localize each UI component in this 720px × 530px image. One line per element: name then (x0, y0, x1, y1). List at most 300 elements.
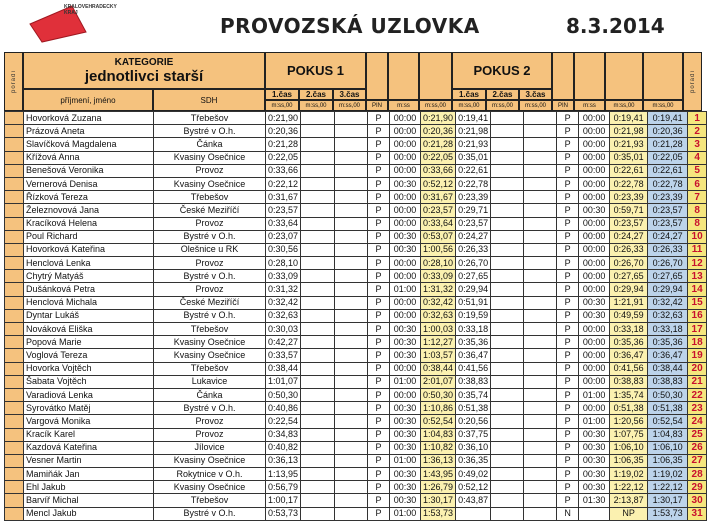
p2-cas1-label: 1.čas (458, 90, 480, 99)
p2-time1: 0:23,39 (456, 191, 491, 204)
p2-unit1-label: m:ss,00 (458, 102, 480, 109)
p1-unit3 (333, 100, 366, 111)
sdh-team: Bystré v O.h. (154, 125, 266, 138)
p1-pin: P (368, 296, 390, 309)
p2-total: 0:23,39 (610, 191, 648, 204)
p2-penalty: 00:00 (579, 112, 610, 125)
competitor-name: Hovorková Kateřina (24, 243, 154, 256)
table-row (5, 375, 707, 388)
p2-total: 1:19,02 (610, 468, 648, 481)
p2-unit2-label: m:ss,00 (491, 102, 513, 109)
p2-penalty: 00:30 (579, 481, 610, 494)
p1-pin: P (368, 151, 390, 164)
p1-penalty: 00:00 (390, 151, 421, 164)
p1-pin: P (368, 309, 390, 322)
competitor-name: Prázová Aneta (24, 125, 154, 138)
p2-total: 0:33,18 (610, 323, 648, 336)
p2-time3 (524, 309, 557, 322)
p2-unit3 (519, 100, 552, 111)
row-spacer-left (5, 112, 24, 125)
p2-penalty: 00:30 (579, 309, 610, 322)
p2-time1: 0:27,65 (456, 270, 491, 283)
p1-cas3-header (333, 89, 366, 100)
p1-total: 0:32,42 (421, 296, 456, 309)
p1-penalty: 00:30 (390, 428, 421, 441)
p1-pin: P (368, 283, 390, 296)
p1-pin: P (368, 441, 390, 454)
p2-penalty-unit (574, 100, 605, 111)
p2-time1: 0:35,36 (456, 336, 491, 349)
p2-time3 (524, 270, 557, 283)
final-result: 0:23,57 (648, 217, 688, 230)
p1-total: 0:38,44 (421, 362, 456, 375)
final-position: 2 (688, 125, 707, 138)
final-position: 13 (688, 270, 707, 283)
p1-total: 0:52,54 (421, 415, 456, 428)
p2-time3 (524, 217, 557, 230)
pokus2-label: POKUS 2 (473, 63, 531, 78)
p1-total: 0:33,64 (421, 217, 456, 230)
table-row (5, 230, 707, 243)
p1-total: 1:00,03 (421, 323, 456, 336)
p1-time2 (301, 375, 335, 388)
final-position: 16 (688, 309, 707, 322)
p2-time3 (524, 468, 557, 481)
p2-penalty: 00:30 (579, 296, 610, 309)
p1-pin: P (368, 112, 390, 125)
p2-total: 0:22,78 (610, 177, 648, 190)
p1-total: 0:33,09 (421, 270, 456, 283)
p2-pin: P (557, 494, 579, 507)
p2-total: 0:27,65 (610, 270, 648, 283)
p1-penalty: 00:30 (390, 323, 421, 336)
competitor-name: Slavíčková Magdalena (24, 138, 154, 151)
sdh-team: Třebešov (154, 494, 266, 507)
final-position: 7 (688, 191, 707, 204)
p1-cas1-label: 1.čas (271, 90, 293, 99)
p1-time2 (301, 468, 335, 481)
final-position: 8 (688, 217, 707, 230)
pokus1-label: POKUS 1 (286, 63, 345, 78)
p1-time2 (301, 388, 335, 401)
p1-total: 1:03,57 (421, 349, 456, 362)
p2-time3 (524, 230, 557, 243)
table-row (5, 349, 707, 362)
results-table (4, 111, 707, 521)
sdh-team: Třebešov (154, 112, 266, 125)
final-result: 0:33,18 (648, 323, 688, 336)
p1-time1: 0:31,67 (266, 191, 301, 204)
p2-time3 (524, 204, 557, 217)
p2-time3 (524, 454, 557, 467)
p2-pin: P (557, 112, 579, 125)
final-result: 1:53,73 (648, 507, 688, 520)
p2-total: 0:26,33 (610, 243, 648, 256)
p1-pin: P (368, 230, 390, 243)
p2-time2 (491, 362, 524, 375)
p2-time3 (524, 112, 557, 125)
p2-penalty: 00:00 (579, 125, 610, 138)
p2-time2 (491, 402, 524, 415)
p2-penalty (579, 507, 610, 520)
p2-time3 (524, 151, 557, 164)
p1-best-unit-label: m:ss,00 (424, 102, 446, 109)
sdh-team: Provoz (154, 428, 266, 441)
p2-time3 (524, 257, 557, 270)
p1-penalty: 00:30 (390, 468, 421, 481)
p2-time3 (524, 375, 557, 388)
p1-total: 0:28,10 (421, 257, 456, 270)
competitor-name: Hovorková Zuzana (24, 112, 154, 125)
competitor-name: Hovorka Vojtěch (24, 362, 154, 375)
p2-pin: P (557, 283, 579, 296)
p1-time2 (301, 191, 335, 204)
final-result: 0:22,78 (648, 177, 688, 190)
p2-pin: P (557, 468, 579, 481)
p2-time2 (491, 454, 524, 467)
row-spacer-left (5, 323, 24, 336)
logo-text-line1: KRÁLOVÉHRADECKÝ (64, 4, 117, 10)
final-position: 27 (688, 454, 707, 467)
p2-time3 (524, 177, 557, 190)
p1-pin-header (366, 100, 388, 111)
final-position: 15 (688, 296, 707, 309)
p1-time1: 0:28,10 (266, 257, 301, 270)
p1-penalty: 00:30 (390, 177, 421, 190)
p1-time1: 0:40,82 (266, 441, 301, 454)
p2-time1: 0:24,27 (456, 230, 491, 243)
p2-total: 0:26,70 (610, 257, 648, 270)
p2-pin: P (557, 296, 579, 309)
p1-total: 1:53,73 (421, 507, 456, 520)
p1-pin: P (368, 217, 390, 230)
row-spacer-left (5, 375, 24, 388)
p2-time1: 0:29,94 (456, 283, 491, 296)
p2-pin: P (557, 164, 579, 177)
p2-penalty: 01:30 (579, 494, 610, 507)
p2-time3 (524, 441, 557, 454)
row-spacer-left (5, 270, 24, 283)
final-position: 25 (688, 428, 707, 441)
table-row (5, 257, 707, 270)
p2-time3 (524, 388, 557, 401)
sdh-team: Kvasiny Osečnice (154, 151, 266, 164)
p1-time3 (335, 428, 368, 441)
p1-total: 1:10,82 (421, 441, 456, 454)
competitor-name: Henclová Michala (24, 296, 154, 309)
p1-penalty: 00:00 (390, 138, 421, 151)
p1-total: 1:30,17 (421, 494, 456, 507)
p2-time1: 0:51,38 (456, 402, 491, 415)
table-row (5, 415, 707, 428)
row-spacer-left (5, 388, 24, 401)
p2-penalty: 00:30 (579, 428, 610, 441)
final-result: 1:30,17 (648, 494, 688, 507)
p2-time3 (524, 362, 557, 375)
p2-total: 0:41,56 (610, 362, 648, 375)
p2-penalty: 00:00 (579, 217, 610, 230)
p2-time1: 0:22,78 (456, 177, 491, 190)
p1-time1: 0:42,27 (266, 336, 301, 349)
p2-total: 2:13,87 (610, 494, 648, 507)
p1-penalty: 00:30 (390, 481, 421, 494)
p2-pin: P (557, 481, 579, 494)
p2-penalty: 00:00 (579, 191, 610, 204)
p1-time2 (301, 336, 335, 349)
p2-pin-vertical (552, 52, 574, 100)
p1-penalty: 01:00 (390, 454, 421, 467)
final-result: 1:06,35 (648, 454, 688, 467)
final-position: 31 (688, 507, 707, 520)
p1-time3 (335, 257, 368, 270)
p2-time2 (491, 428, 524, 441)
final-result: 0:19,41 (648, 112, 688, 125)
p2-total: 1:21,91 (610, 296, 648, 309)
p2-pin: P (557, 323, 579, 336)
p2-penalty: 00:30 (579, 204, 610, 217)
table-row (5, 217, 707, 230)
p1-time1: 0:33,57 (266, 349, 301, 362)
p2-time3 (524, 481, 557, 494)
p2-total: 0:22,61 (610, 164, 648, 177)
p2-time1: 0:21,93 (456, 138, 491, 151)
final-position: 10 (688, 230, 707, 243)
p1-time1: 0:38,44 (266, 362, 301, 375)
p2-penalty: 01:00 (579, 415, 610, 428)
table-row (5, 283, 707, 296)
final-result: 1:22,12 (648, 481, 688, 494)
p1-best-vertical (419, 52, 452, 100)
p2-cas3-label: 3.čas (525, 90, 546, 99)
p1-time1: 0:21,90 (266, 112, 301, 125)
competitor-name: Železnovová Jana (24, 204, 154, 217)
p2-pin: P (557, 230, 579, 243)
p1-penalty: 00:00 (390, 125, 421, 138)
final-position: 1 (688, 112, 707, 125)
final-result: 0:23,57 (648, 204, 688, 217)
p1-time2 (301, 494, 335, 507)
competitor-name: Syrovátko Matěj (24, 402, 154, 415)
p2-pin: P (557, 349, 579, 362)
p2-penalty: 00:00 (579, 230, 610, 243)
p2-pin: N (557, 507, 579, 520)
p1-total: 0:52,12 (421, 177, 456, 190)
p2-unit3-label: m:ss,00 (524, 102, 546, 109)
p2-time3 (524, 336, 557, 349)
competitor-name: Řízková Tereza (24, 191, 154, 204)
p2-time1: 0:51,91 (456, 296, 491, 309)
p2-penalty: 00:00 (579, 375, 610, 388)
sdh-team: Provoz (154, 283, 266, 296)
final-position: 29 (688, 481, 707, 494)
p1-time2 (301, 217, 335, 230)
p1-time1: 0:31,32 (266, 283, 301, 296)
p1-time2 (301, 177, 335, 190)
p1-total: 0:32,63 (421, 309, 456, 322)
p1-total: 1:43,95 (421, 468, 456, 481)
p1-pin: P (368, 468, 390, 481)
results-body (5, 112, 707, 521)
final-result: 0:38,83 (648, 375, 688, 388)
p1-time2 (301, 415, 335, 428)
p1-total: 1:12,27 (421, 336, 456, 349)
p1-time3 (335, 507, 368, 520)
final-result: 0:24,27 (648, 230, 688, 243)
competitor-name: Nováková Eliška (24, 323, 154, 336)
p2-total: 0:38,83 (610, 375, 648, 388)
sdh-team: Kvasiny Osečnice (154, 177, 266, 190)
p1-time1: 0:23,57 (266, 204, 301, 217)
p1-time1: 0:30,56 (266, 243, 301, 256)
table-row (5, 191, 707, 204)
p1-time3 (335, 494, 368, 507)
final-result: 0:23,39 (648, 191, 688, 204)
final-result: 0:22,61 (648, 164, 688, 177)
p2-time2 (491, 164, 524, 177)
p1-cas3-label: 3.čas (339, 90, 360, 99)
p2-pin: P (557, 309, 579, 322)
competitor-name: Voglová Tereza (24, 349, 154, 362)
p2-time1: 0:19,41 (456, 112, 491, 125)
table-row (5, 362, 707, 375)
p1-best-unit (419, 100, 452, 111)
p2-time1: 0:36,10 (456, 441, 491, 454)
p1-time2 (301, 243, 335, 256)
p2-time2 (491, 270, 524, 283)
p2-total: NP (610, 507, 648, 520)
p1-penalty: 00:00 (390, 270, 421, 283)
competitor-name: Chytrý Matyáš (24, 270, 154, 283)
p1-time3 (335, 283, 368, 296)
p1-pin: P (368, 323, 390, 336)
p1-total: 0:53,07 (421, 230, 456, 243)
p2-pin: P (557, 454, 579, 467)
p2-time1: 0:21,98 (456, 125, 491, 138)
p1-time3 (335, 441, 368, 454)
competitor-name: Křížová Anna (24, 151, 154, 164)
p1-time3 (335, 125, 368, 138)
p1-pin: P (368, 388, 390, 401)
table-row (5, 402, 707, 415)
sdh-team: Kvasiny Osečnice (154, 454, 266, 467)
p1-penalty: 00:30 (390, 349, 421, 362)
p2-time1: 0:36,47 (456, 349, 491, 362)
sdh-team: Provoz (154, 257, 266, 270)
p2-penalty: 00:30 (579, 468, 610, 481)
p2-time1: 0:23,57 (456, 217, 491, 230)
row-spacer-left (5, 177, 24, 190)
p2-cas1-header (452, 89, 486, 100)
p2-penalty: 00:00 (579, 257, 610, 270)
pokus2-header (452, 52, 552, 89)
p1-penalty: 00:30 (390, 230, 421, 243)
p2-pin: P (557, 336, 579, 349)
p1-total: 1:04,83 (421, 428, 456, 441)
p1-pin-vertical (366, 52, 388, 100)
sdh-team: Čánka (154, 138, 266, 151)
p1-pin: P (368, 481, 390, 494)
p2-total: 0:59,71 (610, 204, 648, 217)
name-column-label: příjmení, jméno (60, 95, 116, 105)
p2-pin: P (557, 204, 579, 217)
p2-time1: 0:49,02 (456, 468, 491, 481)
p1-time1: 0:33,66 (266, 164, 301, 177)
p2-time1: 0:37,75 (456, 428, 491, 441)
p1-penalty: 00:00 (390, 257, 421, 270)
p1-total: 1:10,86 (421, 402, 456, 415)
row-spacer-left (5, 217, 24, 230)
p2-time1: 0:20,56 (456, 415, 491, 428)
p1-penalty: 00:00 (390, 191, 421, 204)
p1-time2 (301, 230, 335, 243)
p2-pin: P (557, 243, 579, 256)
final-position: 6 (688, 177, 707, 190)
final-result: 0:26,33 (648, 243, 688, 256)
competitor-name: Henclová Lenka (24, 257, 154, 270)
competitor-name: Kracíková Helena (24, 217, 154, 230)
sdh-team: Čánka (154, 388, 266, 401)
p2-penalty: 00:00 (579, 362, 610, 375)
table-row (5, 138, 707, 151)
final-position: 8 (688, 204, 707, 217)
competitor-name: Vernerová Denisa (24, 177, 154, 190)
p1-pin: P (368, 402, 390, 415)
p2-time2 (491, 204, 524, 217)
sdh-column-header (153, 89, 265, 111)
p1-unit3-label: m:ss,00 (338, 102, 360, 109)
p2-time1: 0:22,61 (456, 164, 491, 177)
final-position: 24 (688, 415, 707, 428)
row-spacer-left (5, 349, 24, 362)
final-result: 0:29,94 (648, 283, 688, 296)
p2-cas2-header (486, 89, 519, 100)
table-row (5, 270, 707, 283)
p2-time1: 0:36,35 (456, 454, 491, 467)
p2-time2 (491, 296, 524, 309)
p2-pin: P (557, 388, 579, 401)
competitor-name: Benešová Veronika (24, 164, 154, 177)
result-unit (643, 100, 683, 111)
p2-cas2-label: 2.čas (492, 90, 513, 99)
p1-total: 1:26,79 (421, 481, 456, 494)
p2-penalty: 01:00 (579, 388, 610, 401)
kategorie-label: KATEGORIE (114, 56, 174, 68)
row-spacer-left (5, 204, 24, 217)
p2-total: 0:19,41 (610, 112, 648, 125)
p2-pin: P (557, 270, 579, 283)
row-spacer-left (5, 402, 24, 415)
p1-total: 0:20,36 (421, 125, 456, 138)
p1-time3 (335, 375, 368, 388)
p1-penalty: 00:30 (390, 441, 421, 454)
p1-penalty: 00:00 (390, 388, 421, 401)
p2-time2 (491, 112, 524, 125)
p1-pin: P (368, 415, 390, 428)
competitor-name: Dušánková Petra (24, 283, 154, 296)
row-spacer-left (5, 164, 24, 177)
p2-time2 (491, 243, 524, 256)
p2-time2 (491, 151, 524, 164)
table-row (5, 177, 707, 190)
p1-time2 (301, 204, 335, 217)
p1-time2 (301, 428, 335, 441)
p1-time3 (335, 138, 368, 151)
p2-time2 (491, 336, 524, 349)
row-spacer-left (5, 454, 24, 467)
p1-time3 (335, 204, 368, 217)
p1-time2 (301, 362, 335, 375)
p2-penalty: 00:00 (579, 177, 610, 190)
